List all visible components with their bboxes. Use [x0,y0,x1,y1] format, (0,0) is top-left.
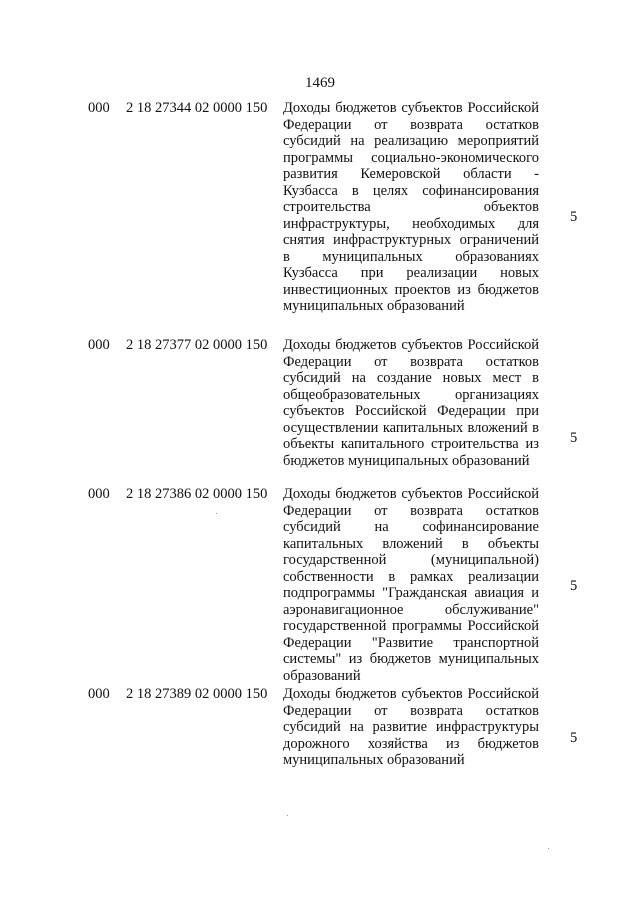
income-description: Доходы бюджетов субъектов Российской Федерации от возврата остатков субсидий на реализацию мероприятий программы социально-экономического развития Кемеровской области - Кузбасса в целях софинансирования строительства объектов инфраструктуры, необходимых для снятия инфраструктурных ограничений в муниципальных образованиях Кузбасса при реализации новых инвестиционных проектов из бюджетов муниципальных образований [283,100,539,314]
norm-value: 5 [570,578,578,594]
budget-classification-code: 2 18 27389 02 0000 150 [126,686,268,702]
admin-code: 000 [88,100,110,116]
norm-value: 5 [570,430,578,446]
admin-code: 000 [88,337,110,353]
income-description: Доходы бюджетов субъектов Российской Федерации от возврата остатков субсидий на софинансирование капитальных вложений в объекты государственной (муниципальной) собственности в рамках реализации подпрограммы "Гражданская авиация и аэронавигационное обслуживание" государственной программы Российской Федерации "Развитие транспортной системы" из бюджетов муниципальных образований [283,486,539,684]
income-description: Доходы бюджетов субъектов Российской Федерации от возврата остатков субсидий на создание новых мест в общеобразовательных организациях субъектов Российской Федерации при осуществлении капитальных вложений в объекты капитального строительства из бюджетов муниципальных образований [283,337,539,469]
scan-speck [216,513,217,514]
income-description: Доходы бюджетов субъектов Российской Федерации от возврата остатков субсидий на развитие инфраструктуры дорожного хозяйства из бюджетов муниципальных образований [283,686,539,768]
norm-value: 5 [570,209,578,225]
page-number: 1469 [305,75,335,91]
norm-value: 5 [570,730,578,746]
scan-speck [287,815,288,816]
budget-classification-code: 2 18 27377 02 0000 150 [126,337,268,353]
budget-classification-code: 2 18 27386 02 0000 150 [126,486,268,502]
budget-classification-code: 2 18 27344 02 0000 150 [126,100,268,116]
scan-speck [548,848,549,849]
admin-code: 000 [88,486,110,502]
admin-code: 000 [88,686,110,702]
